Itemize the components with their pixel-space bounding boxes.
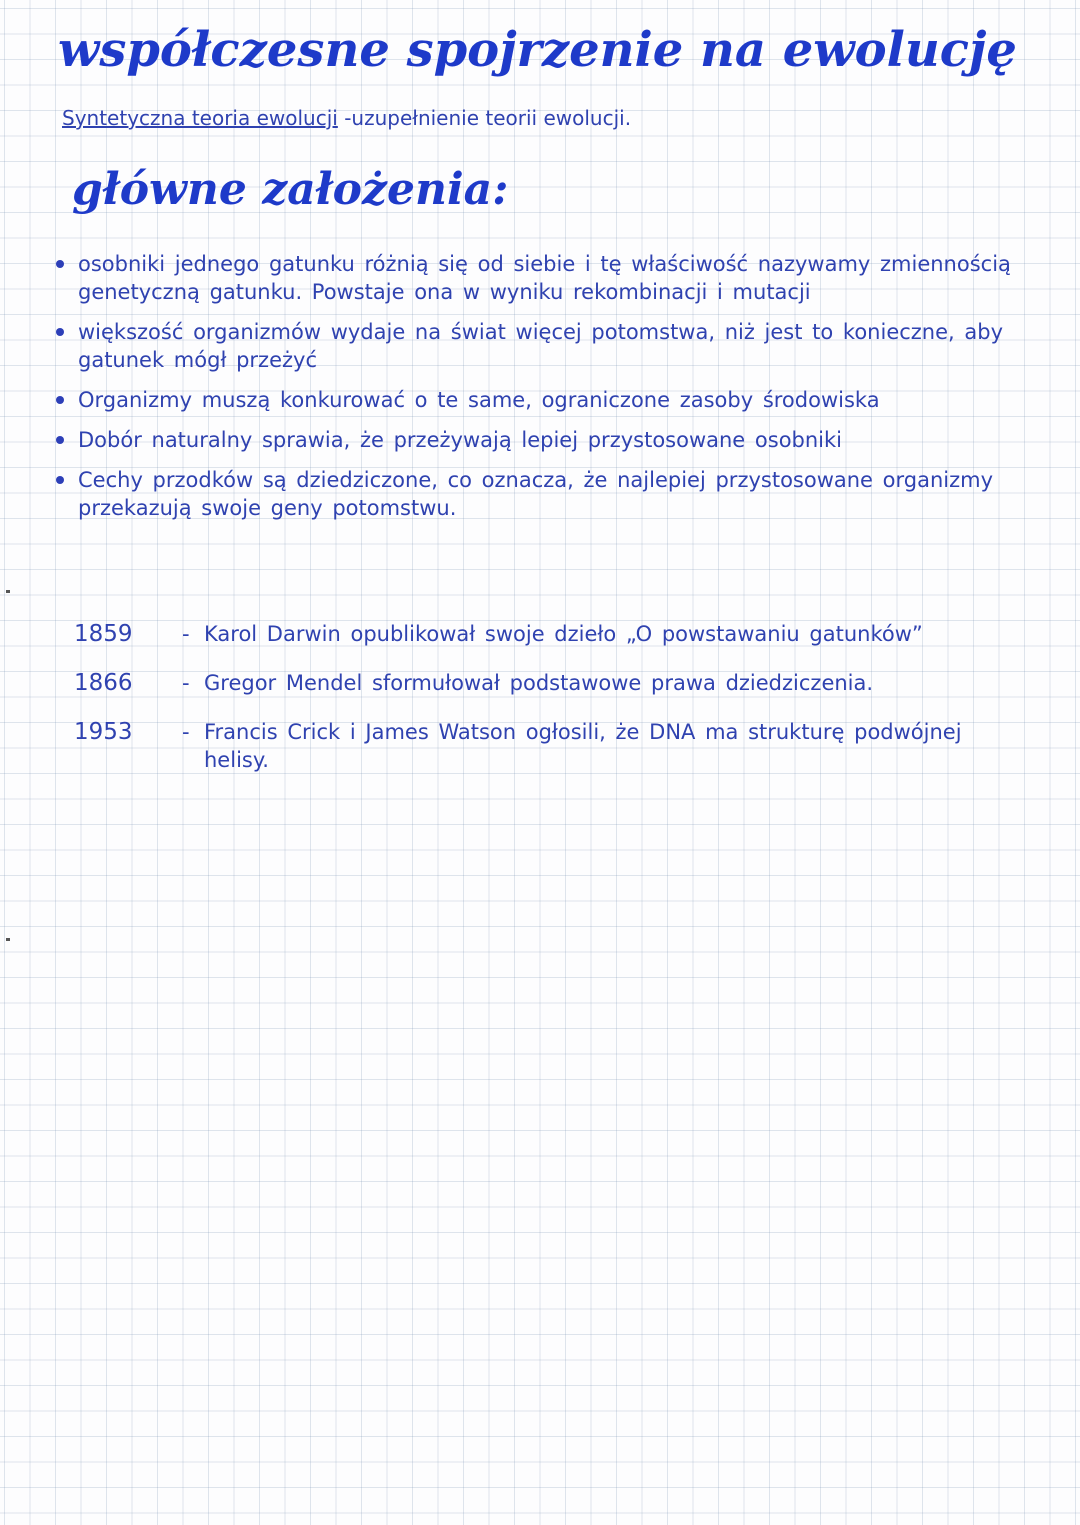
list-item (54, 250, 1044, 306)
margin-dot (6, 590, 10, 593)
list-item-text: Dobór naturalny sprawia, że przeżywają lepiej przystosowane osobniki (78, 428, 843, 452)
bullet-dot-icon (56, 476, 64, 484)
section-heading: główne założenia: (72, 164, 509, 215)
list-item-text: większość organizmów wydaje na świat więcej potomstwa, niż jest to konieczne, aby gatunek mógł przeżyć (78, 320, 1004, 372)
bullet-dot-icon (56, 396, 64, 404)
timeline-dash: - (182, 671, 190, 695)
timeline-row (74, 718, 994, 774)
list-item-text: Organizmy muszą konkurować o te same, ograniczone zasoby środowiska (78, 388, 880, 412)
list-item-text: Cechy przodków są dziedziczone, co oznacza, że najlepiej przystosowane organizmy przekazują swoje geny potomstwu. (78, 468, 994, 520)
list-item (54, 386, 1044, 414)
timeline-year: 1866 (74, 670, 133, 696)
timeline-year: 1859 (74, 621, 133, 647)
timeline-row (74, 620, 994, 648)
bullet-dot-icon (56, 436, 64, 444)
timeline-text: Francis Crick i James Watson ogłosili, że DNA ma strukturę podwójnej helisy. (204, 720, 962, 772)
timeline-text: Gregor Mendel sformułował podstawowe prawa dziedziczenia. (204, 671, 874, 695)
margin-dot (6, 938, 10, 941)
assumptions-list (54, 250, 1044, 534)
list-item (54, 466, 1044, 522)
subtitle-description: -uzupełnienie teorii ewolucji. (337, 106, 632, 130)
list-item-text: osobniki jednego gatunku różnią się od siebie i tę właściwość nazywamy zmiennością genetyczną gatunku. Powstaje ona w wyniku rekombinacji i mutacji (78, 252, 1011, 304)
list-item (54, 318, 1044, 374)
page-title: współczesne spojrzenie na ewolucję (58, 22, 1017, 78)
list-item (54, 426, 1044, 454)
timeline (74, 620, 994, 795)
timeline-year: 1953 (74, 719, 133, 745)
timeline-dash: - (182, 622, 190, 646)
bullet-dot-icon (56, 260, 64, 268)
bullet-dot-icon (56, 328, 64, 336)
timeline-text: Karol Darwin opublikował swoje dzieło „O powstawaniu gatunków” (204, 622, 923, 646)
subtitle-term: Syntetyczna teoria ewolucji (62, 106, 338, 130)
timeline-row (74, 669, 994, 697)
timeline-dash: - (182, 720, 190, 744)
subtitle (62, 106, 631, 130)
